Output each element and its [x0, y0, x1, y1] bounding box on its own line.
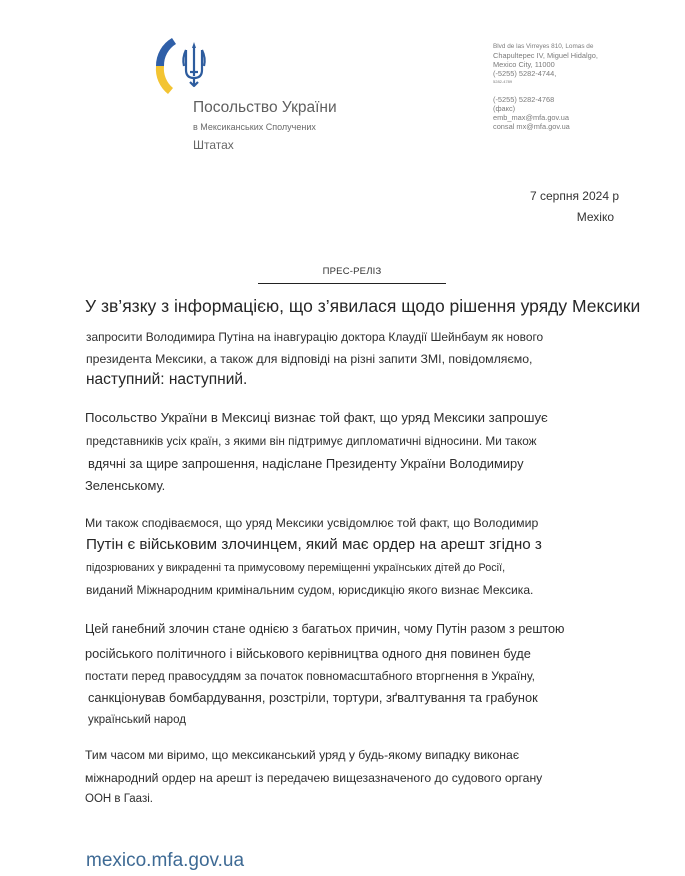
paragraph-2-line-2: представників усіх країн, з якими він підтримує дипломатичні відносини. Ми також: [86, 434, 537, 448]
paragraph-3-line-2: Путін є військовим злочинцем, який має ордер на арешт згідно з: [86, 536, 542, 553]
paragraph-4-line-1: Цей ганебний злочин стане однією з багатьох причин, чому Путін разом з рештою: [85, 622, 565, 636]
phone-1-extra: 5282-4789: [493, 79, 513, 84]
document-place: Мехіко: [576, 210, 614, 224]
paragraph-1-line-2: запросити Володимира Путіна на інавгурацію доктора Клаудії Шейнбаум як нового: [86, 330, 544, 344]
paragraph-5-line-3: ООН в Гаазі.: [85, 793, 153, 805]
embassy-subtitle-line1: в Мексиканських Сполучених: [193, 122, 316, 132]
title-underline: [258, 283, 446, 284]
paragraph-1-line-1: У зв’язку з інформацією, що з’явилася щодо рішення уряду Мексики: [85, 296, 641, 316]
paragraph-3-line-3: підозрюваних у викраденні та примусовому переміщенні українських дітей до Росії,: [86, 562, 506, 574]
paragraph-5-line-2: міжнародний ордер на арешт із передачею вищезазначеного до судового органу: [85, 771, 543, 785]
paragraph-2-line-4: Зеленському.: [85, 478, 166, 493]
embassy-logo: [148, 36, 218, 98]
paragraph-1-line-4: наступний: наступний.: [86, 371, 248, 388]
paragraph-3-line-1: Ми також сподіваємося, що уряд Мексики усвідомлює той факт, що Володимир: [85, 516, 539, 530]
address-line3: Mexico City, 11000: [493, 60, 555, 69]
email-consular[interactable]: consal mx@mfa.gov.ua: [493, 122, 570, 131]
phone-2: (-5255) 5282-4768: [493, 95, 555, 104]
paragraph-3-line-4: виданий Міжнародним кримінальним судом, юрисдикцію якого визнає Мексика.: [86, 583, 534, 597]
address-line1: Blvd de las Virreyes 810, Lomas de: [493, 43, 594, 50]
paragraph-2-line-3: вдячні за щире запрошення, надіслане Президенту України Володимиру: [88, 456, 524, 471]
embassy-subtitle-line2: Штатах: [193, 138, 234, 152]
embassy-name: Посольство України: [193, 99, 337, 116]
paragraph-1-line-3: президента Мексики, а також для відповіді на різні запити ЗМІ, повідомляємо,: [86, 352, 533, 366]
fax-label: (факс): [493, 104, 516, 113]
press-release-title: ПРЕС-РЕЛІЗ: [322, 266, 382, 277]
paragraph-4-line-4: санкціонував бомбардування, розстріли, тортури, зґвалтування та грабунок: [88, 690, 538, 705]
footer-website-link[interactable]: mexico.mfa.gov.ua: [86, 850, 245, 871]
contact-block: [493, 42, 633, 131]
document-date: 7 серпня 2024 р: [529, 189, 619, 203]
ukraine-coat-of-arms-icon: [148, 36, 218, 98]
paragraph-4-line-3: постати перед правосуддям за початок повномасштабного вторгнення в Україну,: [85, 669, 536, 683]
paragraph-5-line-1: Тим часом ми віримо, що мексиканський уряд у будь-якому випадку виконає: [85, 748, 520, 762]
phone-1: (-5255) 5282-4744,: [493, 69, 557, 78]
address-line2: Chapultepec IV, Miguel Hidalgo,: [493, 51, 598, 60]
paragraph-2-line-1: Посольство України в Мексиці визнає той факт, що уряд Мексики запрошує: [85, 410, 548, 425]
paragraph-4-line-2: російського політичного і військового керівництва одного дня повинен буде: [85, 646, 531, 661]
paragraph-4-line-5: український народ: [88, 714, 186, 726]
email-embassy[interactable]: emb_max@mfa.gov.ua: [493, 113, 569, 122]
